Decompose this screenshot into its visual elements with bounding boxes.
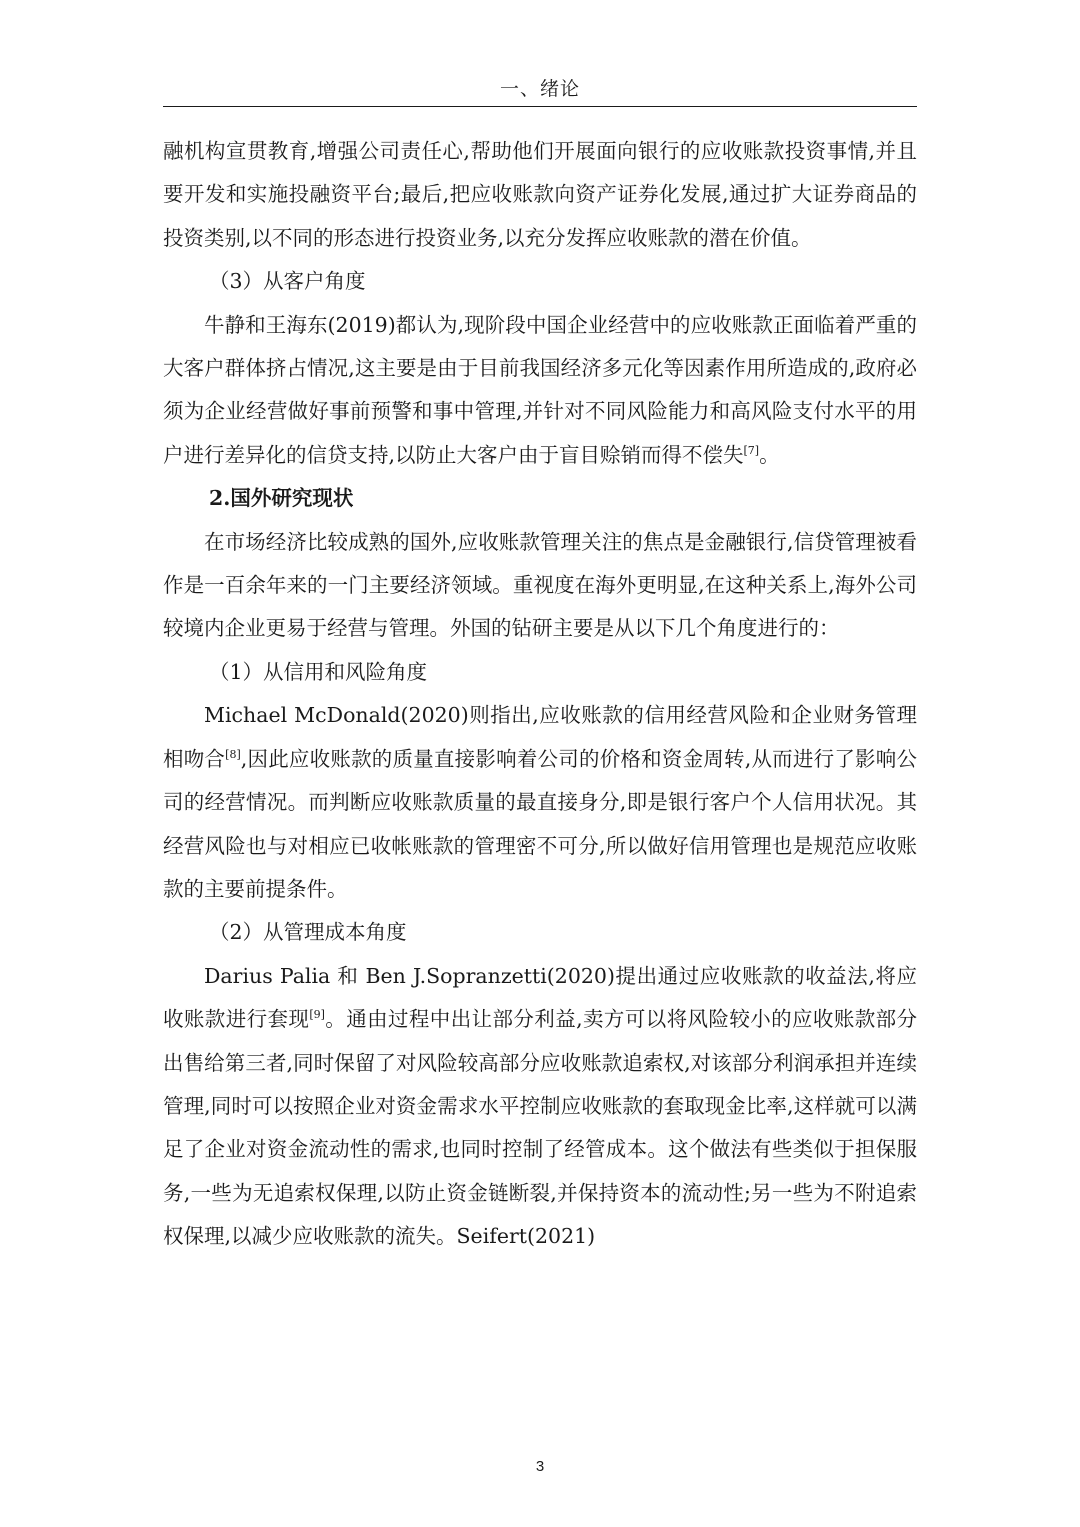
- citation-ref-9: [9]: [309, 1008, 325, 1022]
- paragraph-customer: [163, 304, 917, 478]
- page-number: 3: [535, 1458, 545, 1475]
- paragraph-management-cost-text-a: Darius Palia 和 Ben J.Sopranzetti(2020)提出通过应收账款的收益法,将应收账款进行套现: [163, 963, 917, 1032]
- main-text: [163, 130, 917, 1259]
- running-header: 一、绪论: [499, 78, 580, 100]
- citation-ref-7: [7]: [743, 444, 760, 458]
- header-divider: [163, 106, 917, 107]
- subheading-credit-risk: （1）从信用和风险角度: [209, 659, 428, 684]
- subheading-management-cost: （2）从管理成本角度: [209, 920, 407, 945]
- paragraph-continuation: 融机构宣贯教育,增强公司责任心,帮助他们开展面向银行的应收账款投资事情,并且要开发和实施投融资平台;最后,把应收账款向资产证券化发展,通过扩大证券商品的投资类别,以不同的形态进行投资业务,以充分发挥应收账款的潜在价值。: [163, 139, 917, 250]
- citation-ref-8: [8]: [225, 747, 241, 761]
- paragraph-foreign-intro: 在市场经济比较成熟的国外,应收账款管理关注的焦点是金融银行,信贷管理被看作是一百余年来的一门主要经济领域。重视度在海外更明显,在这种关系上,海外公司较境内企业更易于经营与管理。外国的钻研主要是从以下几个角度进行的：: [163, 529, 917, 641]
- paragraph-customer-text: 牛静和王海东(2019)都认为,现阶段中国企业经营中的应收账款正面临着严重的大客户群体挤占情况,这主要是由于目前我国经济多元化等因素作用所造成的,政府必须为企业经营做好事前预警和事中管理,并针对不同风险能力和高风险支付水平的用户进行差异化的信贷支持,以防止大客户由于盲目赊销而得不偿失: [163, 312, 917, 467]
- paragraph-management-cost-text-b: 。通由过程中出让部分利益,卖方可以将风险较小的应收账款部分出售给第三者,同时保留了对风险较高部分应收账款追索权,对该部分利润承担并连续管理,同时可以按照企业对资金需求水平控制应收账款的套取现金比率,这样就可以满足了企业对资金流动性的需求,也同时控制了经管成本。这个做法有些类似于担保服务,一些为无追索权保理,以防止资金链断裂,并保持资本的流动性;另一些为不附追索权保理,以减少应收账款的流失。Seifert(2021): [163, 1007, 918, 1249]
- paragraph-credit-risk-text-a: Michael McDonald(2020)则指出,应收账款的信用经营风险和企业财务管理相吻合: [163, 703, 917, 771]
- section-heading-foreign-research: 2.国外研究现状: [209, 486, 354, 511]
- paragraph-customer-end: 。: [759, 442, 780, 467]
- paragraph-management-cost: [163, 955, 917, 1259]
- paragraph-credit-risk: [163, 694, 917, 911]
- paragraph-credit-risk-text-b: ,因此应收账款的质量直接影响着公司的价格和资金周转,从而进行了影响公司的经营情况。而判断应收账款质量的最直接身分,即是银行客户个人信用状况。其经营风险也与对相应已收帐账款的管理密不可分,所以做好信用管理也是规范应收账款的主要前提条件。: [163, 746, 917, 901]
- subheading-customer-perspective: （3）从客户角度: [209, 269, 366, 294]
